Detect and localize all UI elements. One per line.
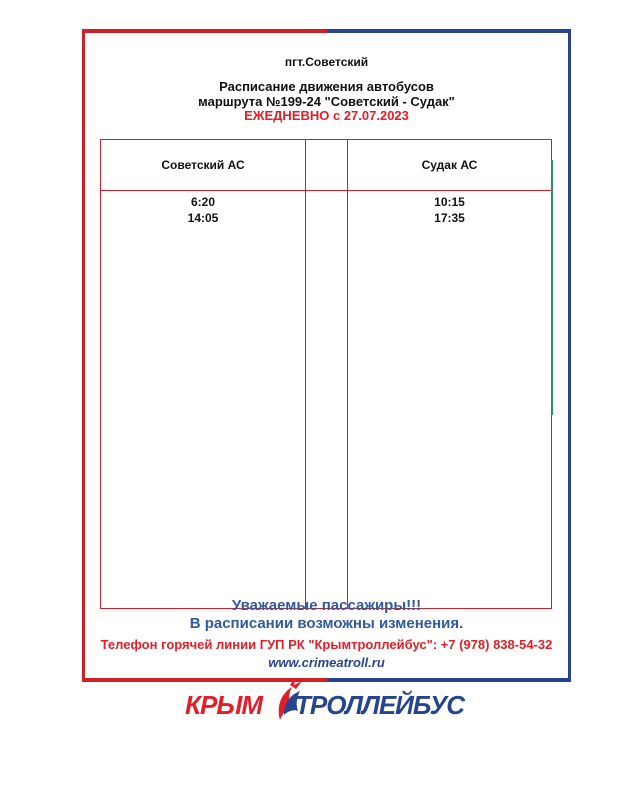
krymtrolleybus-logo	[180, 675, 470, 735]
schedule-note: ЕЖЕДНЕВНО с 27.07.2023	[244, 108, 409, 123]
route-title: маршрута №199-24 "Советский - Судак"	[198, 94, 455, 109]
schedule-column-sudak	[347, 139, 552, 609]
hotline-text: Телефон горячей линии ГУП РК "Крымтроллейбус": +7 (978) 838-54-32	[100, 637, 553, 652]
frame-top-blue	[327, 29, 571, 33]
spacer-header	[306, 140, 347, 191]
departure-times	[101, 191, 305, 226]
schedule-title: Расписание движения автобусов	[219, 79, 434, 94]
departure-time: 10:15	[434, 195, 465, 209]
website-link[interactable]: www.crimeatroll.ru	[268, 655, 385, 670]
passenger-greeting: Уважаемые пассажиры!!!	[231, 597, 422, 614]
column-header: Советский АС	[101, 140, 305, 191]
logo-text-left: КРЫМ	[185, 690, 262, 720]
column-header: Судак АС	[348, 140, 551, 191]
frame-left-red	[82, 29, 85, 681]
schedule-spacer-column	[306, 139, 347, 609]
frame-top-red	[82, 29, 327, 33]
departure-time: 14:05	[187, 211, 219, 225]
edge-mark	[551, 160, 553, 415]
schedule-column-sovetsky	[100, 139, 306, 609]
departure-time: 17:35	[434, 211, 465, 225]
logo-text-right: ТРОЛЛЕЙБУС	[295, 690, 465, 720]
place-name: пгт.Советский	[284, 55, 369, 69]
frame-right-blue	[568, 29, 571, 681]
departure-times	[348, 191, 551, 226]
changes-note: В расписании возможны изменения.	[189, 615, 464, 632]
departure-time: 6:20	[190, 195, 216, 209]
